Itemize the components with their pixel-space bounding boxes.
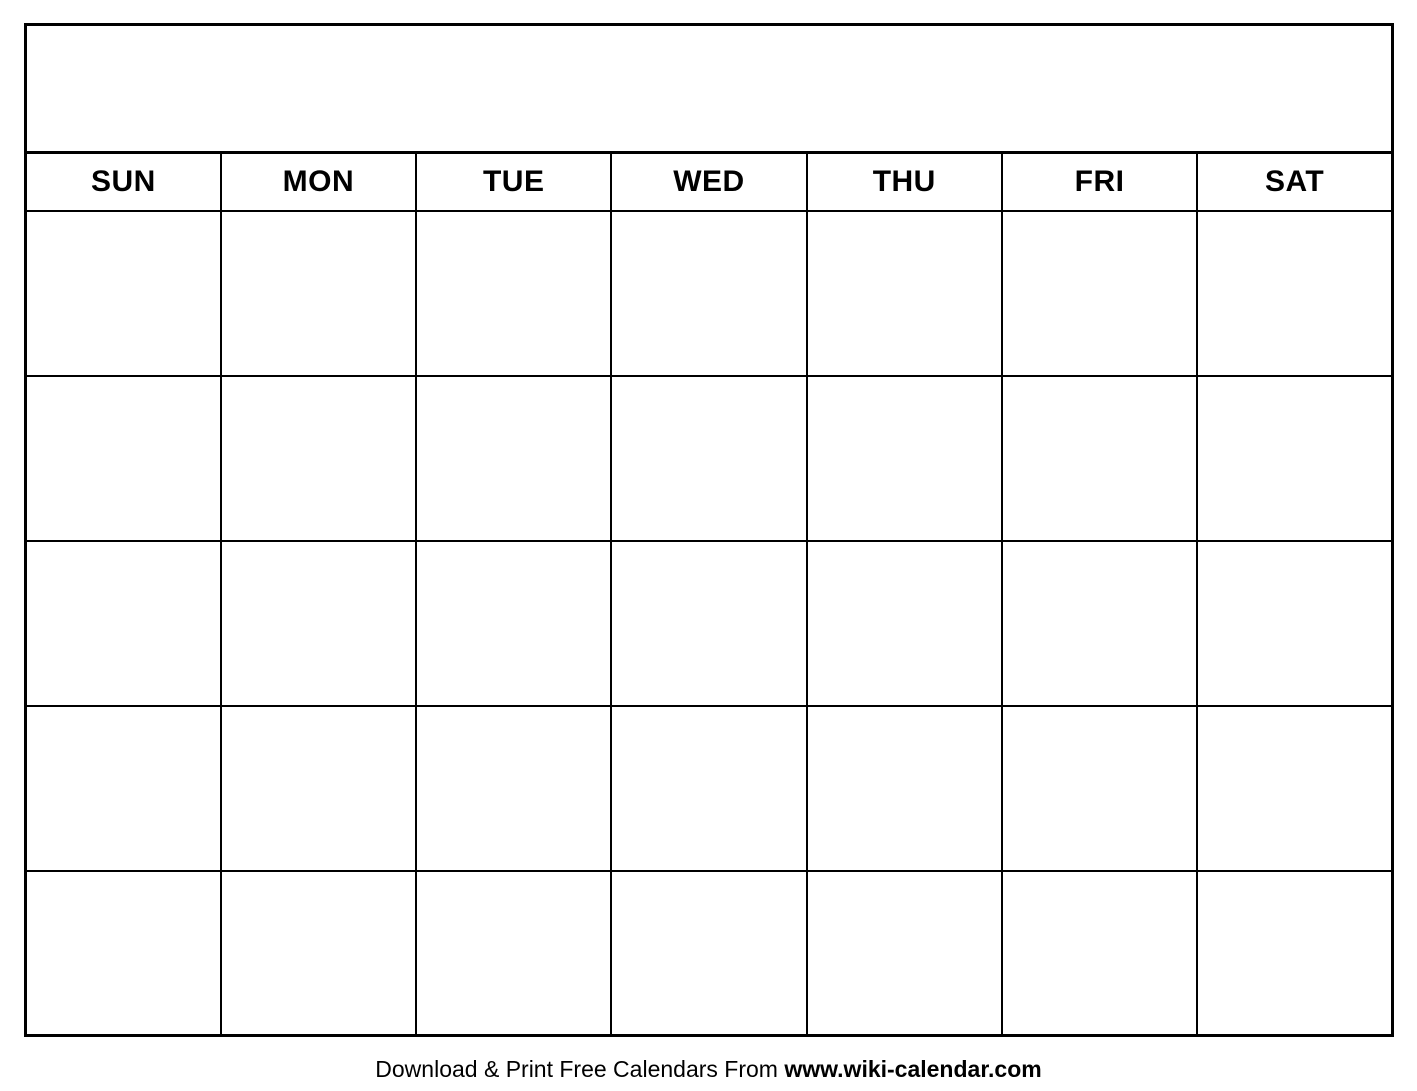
- day-cell: [416, 541, 611, 706]
- day-cell: [1002, 541, 1197, 706]
- day-cell: [416, 376, 611, 541]
- weekday-mon: MON: [221, 153, 416, 211]
- week-row-5: [26, 871, 1393, 1036]
- day-cell: [1197, 541, 1392, 706]
- day-cell: [416, 706, 611, 871]
- day-cell: [26, 871, 221, 1036]
- day-cell: [1002, 376, 1197, 541]
- calendar-body: [26, 211, 1393, 1036]
- day-cell: [221, 376, 416, 541]
- week-row-2: [26, 376, 1393, 541]
- day-cell: [807, 871, 1002, 1036]
- weekday-sat: SAT: [1197, 153, 1392, 211]
- weekday-sun: SUN: [26, 153, 221, 211]
- weekday-wed: WED: [611, 153, 806, 211]
- footer-site-url: www.wiki-calendar.com: [784, 1056, 1042, 1082]
- weekday-tue: TUE: [416, 153, 611, 211]
- day-cell: [1002, 871, 1197, 1036]
- calendar-template: [24, 23, 1394, 1037]
- day-cell: [807, 541, 1002, 706]
- footer-credit: [0, 1055, 1417, 1083]
- day-cell: [1197, 706, 1392, 871]
- day-cell: [807, 706, 1002, 871]
- week-row-4: [26, 706, 1393, 871]
- day-cell: [611, 871, 806, 1036]
- month-title-box: [24, 23, 1394, 151]
- day-cell: [611, 706, 806, 871]
- weekday-header-row: [26, 153, 1393, 211]
- weekday-thu: THU: [807, 153, 1002, 211]
- weekday-fri: FRI: [1002, 153, 1197, 211]
- day-cell: [807, 376, 1002, 541]
- day-cell: [1197, 211, 1392, 376]
- day-cell: [1197, 871, 1392, 1036]
- week-row-1: [26, 211, 1393, 376]
- day-cell: [26, 706, 221, 871]
- day-cell: [221, 706, 416, 871]
- footer-credit-text: Download & Print Free Calendars From: [375, 1056, 785, 1082]
- day-cell: [1197, 376, 1392, 541]
- week-row-3: [26, 541, 1393, 706]
- day-cell: [26, 211, 221, 376]
- day-cell: [26, 541, 221, 706]
- day-cell: [221, 211, 416, 376]
- day-cell: [807, 211, 1002, 376]
- day-cell: [1002, 706, 1197, 871]
- day-cell: [1002, 211, 1197, 376]
- day-cell: [221, 871, 416, 1036]
- day-cell: [416, 211, 611, 376]
- day-cell: [221, 541, 416, 706]
- day-cell: [611, 541, 806, 706]
- day-cell: [26, 376, 221, 541]
- day-cell: [611, 376, 806, 541]
- day-cell: [416, 871, 611, 1036]
- calendar-grid: [24, 151, 1394, 1037]
- day-cell: [611, 211, 806, 376]
